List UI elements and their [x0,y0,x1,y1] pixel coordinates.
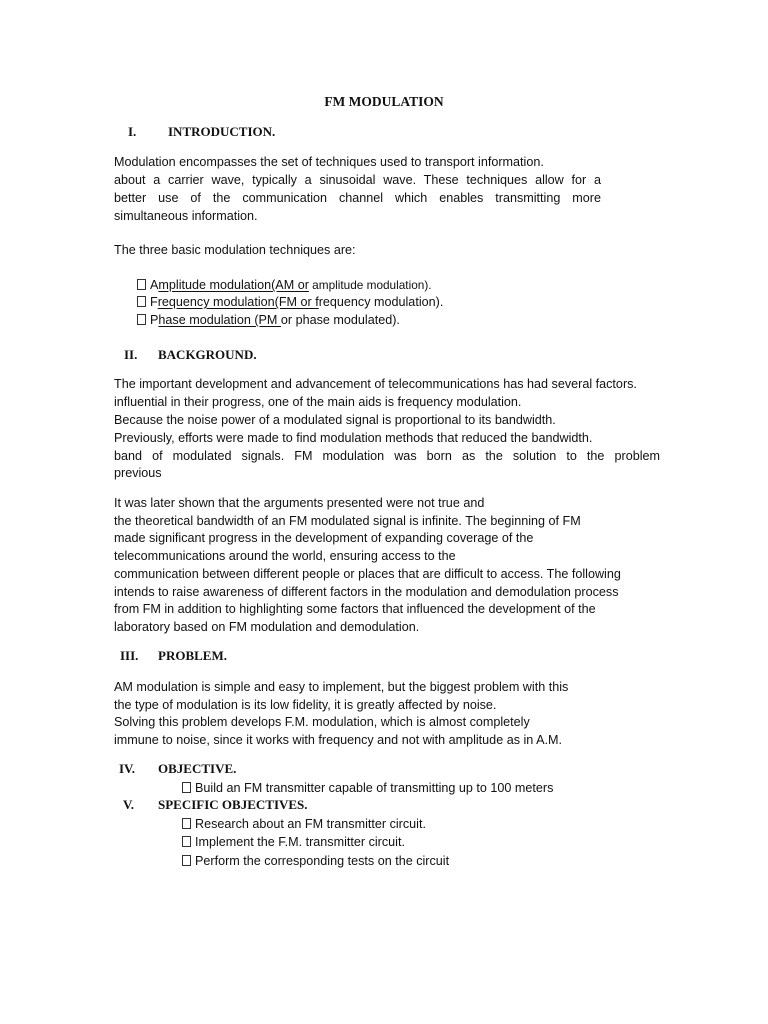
problem-line-4: immune to noise, since it works with frequency and not with amplitude as in A.M. [114,733,562,747]
background-line-4: Previously, efforts were made to find modulation methods that reduced the bandwidth. [114,431,593,445]
intro-line-3: better use of the communication channel which enables transmitting more [114,191,601,205]
section-title: INTRODUCTION. [168,124,276,139]
problem-line-3: Solving this problem develops F.M. modulation, which is almost completely [114,715,530,729]
bullet-box-icon [182,836,191,847]
background-p2-line-3: made significant progress in the development of expanding coverage of the [114,531,534,545]
section-number: IV. [119,761,136,776]
section-title: BACKGROUND. [158,347,257,362]
section-title: SPECIFIC OBJECTIVES. [158,797,308,812]
background-line-6: previous [114,466,162,480]
section-number: V. [123,797,134,812]
section-title: PROBLEM. [158,648,227,663]
section-number: III. [120,648,139,663]
section-number: I. [128,124,137,139]
section-number: II. [124,347,138,362]
bullet-box-icon [137,296,146,307]
list-item: Build an FM transmitter capable of transmitting up to 100 meters [182,779,553,797]
document-title: FM MODULATION [324,94,444,109]
list-item: Amplitude modulation(AM or amplitude modulation). [137,276,432,294]
background-p2-line-5: communication between different people or places that are difficult to access. The following [114,567,621,581]
section-title: OBJECTIVE. [158,761,237,776]
list-item: Frequency modulation(FM or frequency modulation). [137,293,443,311]
list-item: Phase modulation (PM or phase modulated). [137,311,400,329]
background-line-5: band of modulated signals. FM modulation was born as the solution to the problem [114,449,660,463]
bullet-box-icon [137,279,146,290]
background-p2-line-6: intends to raise awareness of different factors in the modulation and demodulation process [114,585,619,599]
intro-techniques-line: The three basic modulation techniques are: [114,243,356,257]
background-p2-line-4: telecommunications around the world, ensuring access to the [114,549,456,563]
problem-line-1: AM modulation is simple and easy to implement, but the biggest problem with this [114,680,569,694]
background-p2-line-1: It was later shown that the arguments presented were not true and [114,496,485,510]
background-line-3: Because the noise power of a modulated signal is proportional to its bandwidth. [114,413,556,427]
background-p2-line-8: laboratory based on FM modulation and demodulation. [114,620,420,634]
bullet-box-icon [182,818,191,829]
intro-line-4: simultaneous information. [114,209,258,223]
background-p2-line-7: from FM in addition to highlighting some factors that influenced the development of the [114,602,596,616]
bullet-box-icon [182,782,191,793]
bullet-box-icon [137,314,146,325]
background-line-2: influential in their progress, one of the main aids is frequency modulation. [114,395,522,409]
intro-line-2: about a carrier wave, typically a sinusoidal wave. These techniques allow for a [114,173,601,187]
list-item: Perform the corresponding tests on the circuit [182,852,449,870]
problem-line-2: the type of modulation is its low fidelity, it is greatly affected by noise. [114,698,497,712]
list-item: Implement the F.M. transmitter circuit. [182,833,405,851]
background-line-1: The important development and advancement of telecommunications has had several factors. [114,377,637,391]
list-item: Research about an FM transmitter circuit. [182,815,426,833]
bullet-box-icon [182,855,191,866]
intro-line-1: Modulation encompasses the set of techniques used to transport information. [114,155,544,169]
background-p2-line-2: the theoretical bandwidth of an FM modulated signal is infinite. The beginning of FM [114,514,581,528]
